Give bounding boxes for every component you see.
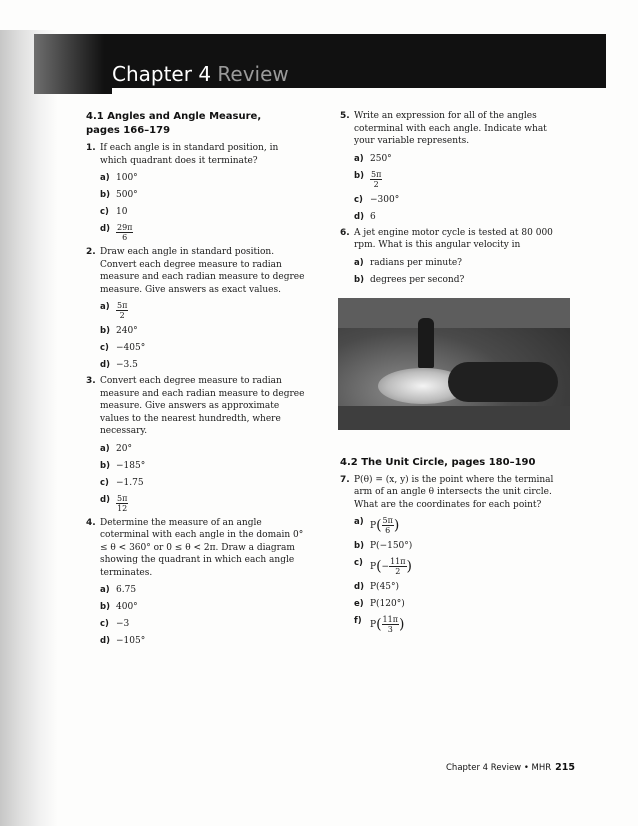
photo-engine	[448, 362, 558, 402]
q2-a: a) $\frac{5\pi}{2}$	[100, 301, 128, 320]
q2-b: b) 240°	[100, 326, 138, 336]
review-label: Review	[217, 62, 289, 86]
photo-floor	[338, 406, 570, 430]
fraction: $\frac{5\pi}{12}$	[117, 493, 128, 513]
q6-b: b) degrees per second?	[354, 274, 465, 285]
q1-c: c) 10	[100, 207, 128, 217]
q5-b: b) $\frac{5\pi}{2}$	[354, 169, 382, 189]
fraction: $\frac{11\pi}{3}$	[382, 615, 398, 634]
question-7: 7. P(θ) = (x, y) is the point where the terminal arm of an angle θ intersects the unit circle. What are the coordinates for each point?	[340, 474, 554, 510]
question-4: 4. Determine the measure of an angle coterminal with each angle in the domain 0° ≤ θ < 360° or 0 ≤ θ < 2π. Draw a diagram showing the quadrant in which each angle terminates.	[86, 517, 304, 578]
fraction: $\frac{11\pi}{2}$	[390, 557, 406, 576]
photo-wall	[338, 298, 570, 328]
scan-shadow	[0, 30, 58, 826]
photo-person	[418, 318, 434, 368]
page-number: 215	[555, 762, 576, 773]
q2-c: c) −405°	[100, 343, 146, 353]
q4-a: a) 6.75	[100, 585, 137, 595]
q2-d: d) −3.5	[100, 360, 138, 370]
q7-e: e) P(120°)	[354, 599, 405, 609]
q3-d: d) $\frac{5\pi}{12}$	[100, 493, 128, 513]
q3-c: c) −1.75	[100, 477, 144, 488]
q1-d: d) $\frac{29\pi}{6}$	[100, 223, 133, 242]
section-4-2-title: 4.2 The Unit Circle, pages 180–190	[340, 456, 536, 468]
header-gradient	[34, 34, 104, 94]
q7-f: f) P( $\frac{11\pi}{3}$ )	[354, 615, 405, 634]
q5-c: c) −300°	[354, 194, 400, 205]
fraction: $\frac{5\pi}{2}$	[117, 301, 128, 320]
q7-b: b) P(−150°)	[354, 541, 413, 551]
chapter-label: Chapter 4	[112, 62, 212, 86]
question-6: 6. A jet engine motor cycle is tested at 80 000 rpm. What is this angular velocity in	[340, 227, 553, 250]
left-column	[86, 110, 306, 647]
right-column	[340, 110, 570, 634]
fraction: $\frac{5\pi}{6}$	[382, 516, 393, 535]
chapter-title	[112, 62, 289, 86]
fraction: $\frac{5\pi}{2}$	[371, 169, 382, 189]
jet-engine-photo	[338, 298, 570, 430]
question-2: 2. Draw each angle in standard position. Convert each degree measure to radian measure and each radian measure to degree measure. Give answers as exact values.	[86, 247, 305, 295]
page-footer: Chapter 4 Review • MHR 215	[446, 762, 576, 773]
q3-b: b) −185°	[100, 460, 146, 471]
q4-d: d) −105°	[100, 636, 146, 646]
q1-a: a) 100°	[100, 173, 138, 183]
q5-d: d) 6	[354, 211, 376, 222]
q7-d: d) P(45°)	[354, 582, 400, 592]
q5-a: a) 250°	[354, 153, 392, 164]
q1-b: b) 500°	[100, 190, 138, 200]
question-5: 5. Write an expression for all of the angles coterminal with each angle. Indicate what your variable represents.	[340, 111, 547, 146]
question-3: 3. Convert each degree measure to radian measure and each radian measure to degree measure. Give answers as approximate values to the nearest hundredth, where necessary.	[86, 376, 305, 436]
question-1: 1. If each angle is in standard position, in which quadrant does it terminate?	[86, 143, 279, 166]
header-cut	[112, 88, 606, 96]
q6-a: a) radians per minute?	[354, 257, 462, 268]
q7-a: a) P( $\frac{5\pi}{6}$ )	[354, 516, 400, 535]
q7-c: c) P(− $\frac{11\pi}{2}$ )	[354, 557, 412, 576]
fraction: $\frac{29\pi}{6}$	[117, 223, 133, 242]
q4-b: b) 400°	[100, 602, 138, 612]
q4-c: c) −3	[100, 619, 130, 629]
q3-a: a) 20°	[100, 443, 132, 454]
section-4-1-title: 4.1 Angles and Angle Measure, pages 166–179	[86, 111, 262, 136]
